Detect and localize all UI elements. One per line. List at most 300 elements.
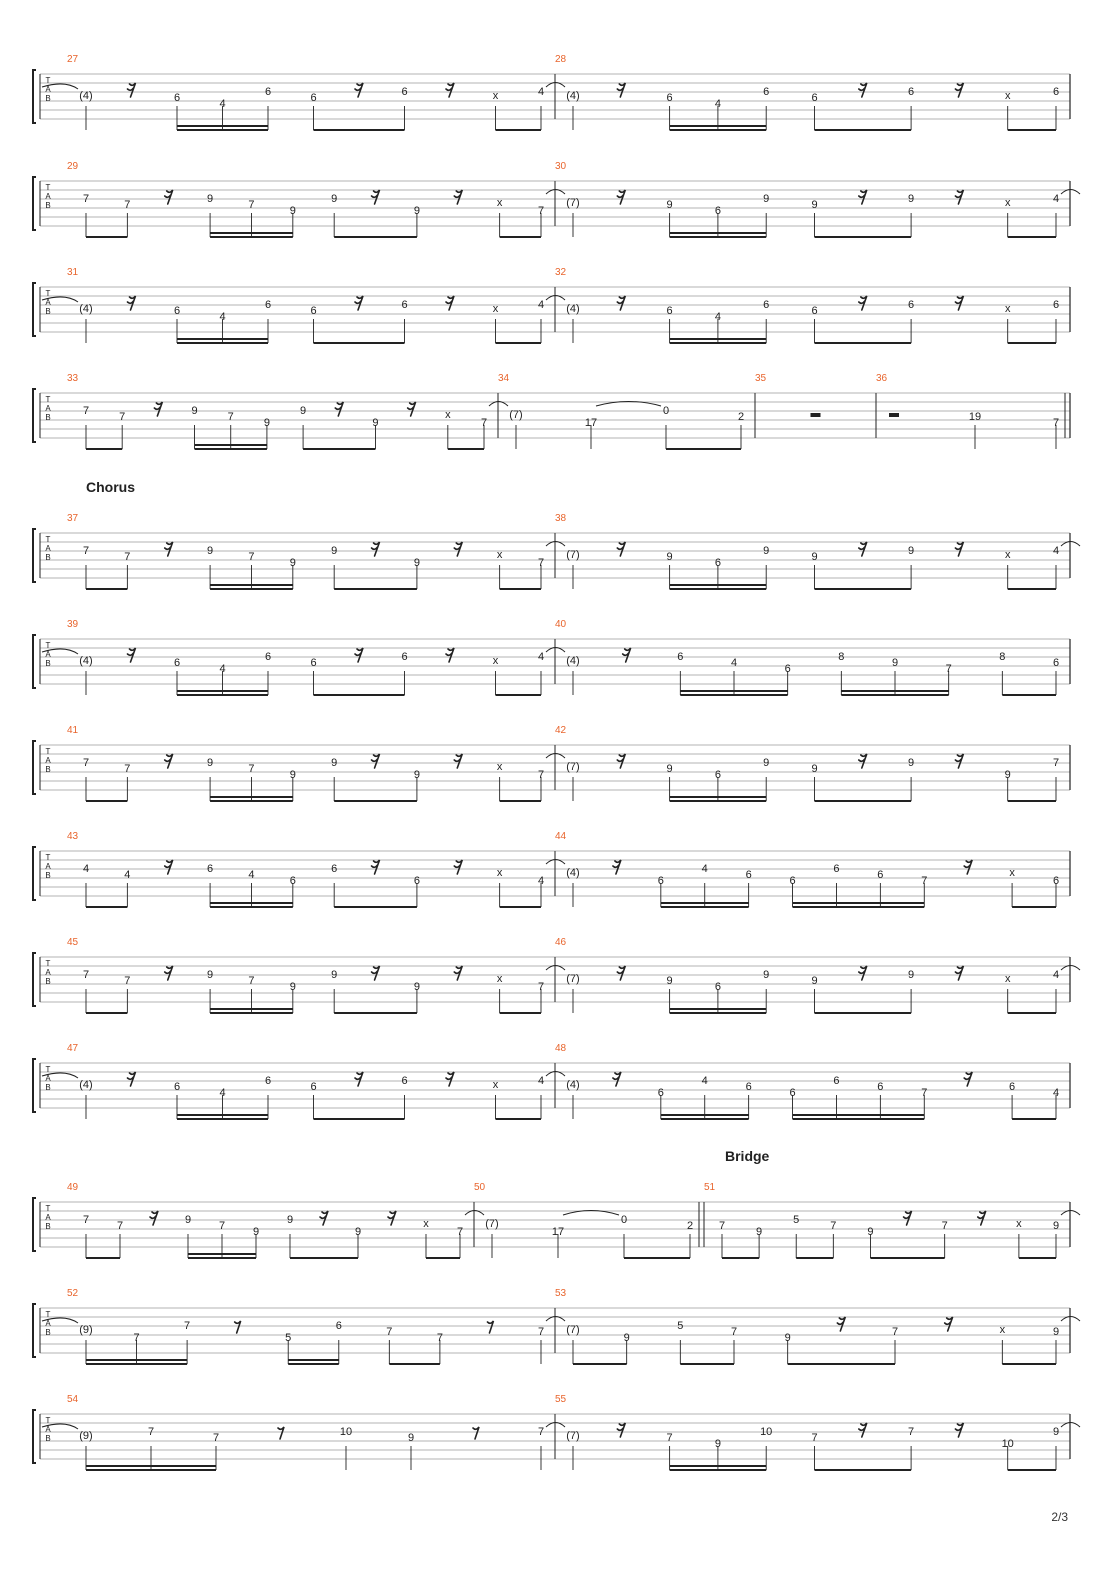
fret-number: 7 [537,769,545,781]
fret-number: 6 [401,651,408,663]
fret-number: 4 [701,863,708,875]
fret-number: 7 [184,1320,191,1332]
fret-number: 9 [207,969,214,981]
tab-clef-letter: A [45,1319,51,1328]
fret-number: 9 [763,545,770,557]
measure-number: 51 [704,1182,716,1193]
measure-number: 27 [67,54,79,65]
tab-clef-letter: T [45,395,51,404]
measure-number: 45 [67,937,79,948]
tab-clef-letter: B [45,307,51,316]
tab-system [33,1394,1080,1470]
fret-number: 5 [285,1332,292,1344]
measure-number: 34 [498,373,510,384]
system-brace [33,635,36,688]
sixteenth-rest [408,402,416,416]
fret-number: 9 [811,763,818,775]
fret-number: 7 [218,1220,226,1232]
fret-number: 4 [537,651,545,663]
tab-system [33,831,1070,907]
fret-number: 7 [386,1326,393,1338]
fret-number: (7) [566,761,580,773]
tab-clef-letter: B [45,765,51,774]
section-label-bridge: Bridge [725,1148,770,1164]
fret-number: 6 [401,86,408,98]
fret-number: (4) [79,655,93,667]
fret-number: 6 [173,305,181,317]
fret-number: 9 [811,199,818,211]
tab-system [33,1288,1080,1364]
fret-number: 7 [82,1214,90,1226]
fret-number: 9 [413,981,420,993]
fret-number: (4) [566,303,580,315]
fret-number: 9 [908,545,915,557]
dead-note: x [1004,197,1011,209]
fret-number: 4 [124,869,131,881]
fret-number: (9) [79,1430,93,1442]
measure-number: 39 [67,619,79,630]
fret-number: 6 [811,305,818,317]
tab-system [33,54,1070,130]
fret-number: 6 [763,86,770,98]
fret-number: 6 [789,875,796,887]
fret-number: 7 [124,763,131,775]
system-brace [33,177,36,230]
tab-clef-letter: T [45,76,51,85]
fret-number: 9 [331,757,338,769]
dead-note: x [492,1079,499,1091]
system-brace [33,847,36,900]
sixteenth-rest [165,190,173,204]
tab-clef-letter: B [45,1434,51,1443]
eighth-rest [473,1427,479,1439]
sixteenth-rest [955,83,963,97]
fret-number: 6 [289,875,296,887]
fret-number: 6 [714,769,721,781]
fret-number: (4) [79,90,93,102]
fret-number: 6 [173,1081,181,1093]
fret-number: 6 [833,863,840,875]
dead-note: x [999,1324,1006,1336]
fret-number: 6 [784,663,791,675]
fret-number: 7 [537,205,545,217]
dead-note: x [496,973,503,985]
measure-number: 33 [67,373,79,384]
sixteenth-rest [446,83,454,97]
tab-clef-letter: B [45,1083,51,1092]
measure [755,373,876,438]
fret-number: 6 [714,205,721,217]
fret-number: 6 [1052,86,1060,98]
fret-number: 9 [714,1438,721,1450]
dead-note: x [492,655,499,667]
measure-number: 36 [876,373,888,384]
fret-number: 7 [436,1332,443,1344]
dead-note: x [1009,867,1015,879]
fret-number: 7 [480,417,488,429]
fret-number: 4 [1052,969,1060,981]
sixteenth-rest [859,966,867,980]
sixteenth-rest [955,754,963,768]
measure-number: 31 [67,267,79,278]
system-brace [33,70,36,123]
system-brace [33,389,36,442]
tab-clef-letter: A [45,862,51,871]
fret-number: (7) [566,1430,580,1442]
fret-number: 9 [867,1226,874,1238]
tab-clef-letter: A [45,968,51,977]
sixteenth-rest [446,1072,454,1086]
sixteenth-rest [372,754,380,768]
fret-number: 4 [537,1075,545,1087]
fret-number: 7 [921,1087,928,1099]
fret-number: 7 [212,1432,220,1444]
system-brace [33,1304,36,1357]
sixteenth-rest [617,83,625,97]
measure-number: 37 [67,513,79,524]
tab-clef-letter: B [45,871,51,880]
fret-number: 7 [941,1220,948,1232]
fret-number: 7 [537,981,545,993]
fret-number: 9 [407,1432,415,1444]
fret-number: 4 [219,663,226,675]
sixteenth-rest [446,296,454,310]
sixteenth-rest [623,648,631,662]
fret-number: 6 [666,92,673,104]
dead-note: x [496,867,503,879]
fret-number: (7) [566,973,580,985]
fret-number: 4 [1052,1087,1060,1099]
fret-number: 9 [207,545,214,557]
sixteenth-rest [955,542,963,556]
fret-number: 9 [908,193,915,205]
tab-clef-letter: A [45,650,51,659]
tab-clef-letter: B [45,659,51,668]
fret-number: (9) [79,1324,93,1336]
fret-number: 6 [908,299,915,311]
fret-number: 6 [264,1075,272,1087]
sixteenth-rest [613,1072,621,1086]
fret-number: (4) [566,867,580,879]
sixteenth-rest [617,296,625,310]
fret-number: 19 [968,411,982,423]
fret-number: 7 [248,199,255,211]
sixteenth-rest [859,83,867,97]
fret-number: 9 [756,1226,763,1238]
sixteenth-rest [320,1211,328,1225]
tab-clef-letter: B [45,413,51,422]
measure-number: 40 [555,619,567,630]
tab-clef-letter: T [45,1416,51,1425]
fret-number: 7 [227,411,234,423]
fret-number: 9 [286,1214,294,1226]
fret-number: 7 [248,975,255,987]
dead-note: x [1004,549,1011,561]
fret-number: 4 [537,299,545,311]
fret-number: 6 [1009,1081,1016,1093]
fret-number: 17 [584,417,598,429]
sixteenth-rest [372,190,380,204]
fret-number: 7 [537,1426,545,1438]
fret-number: (4) [79,303,93,315]
tab-clef-letter: T [45,289,51,298]
sixteenth-rest [372,860,380,874]
fret-number: 9 [300,405,307,417]
fret-number: 4 [714,311,721,323]
sixteenth-rest [859,190,867,204]
fret-number: 2 [686,1220,694,1232]
fret-number: 8 [999,651,1006,663]
system-brace [33,1410,36,1463]
fret-number: 7 [248,763,255,775]
fret-number: 9 [331,969,338,981]
tab-system [33,619,1070,695]
sixteenth-rest [454,190,462,204]
sixteenth-rest [955,296,963,310]
dead-note: x [1004,90,1011,102]
fret-number: 6 [331,863,338,875]
fret-number: (4) [79,1079,93,1091]
system-brace [33,283,36,336]
fret-number: 6 [310,92,317,104]
measure-number: 50 [474,1182,486,1193]
half-rest [811,413,821,417]
measure-number: 53 [555,1288,567,1299]
fret-number: 9 [289,205,296,217]
fret-number: 9 [331,545,338,557]
fret-number: 7 [82,545,90,557]
fret-number: 6 [401,299,408,311]
system-brace [33,741,36,794]
fret-number: 9 [1004,769,1011,781]
dead-note: x [492,303,499,315]
tab-clef-letter: B [45,201,51,210]
tab-clef-letter: A [45,298,51,307]
fret-number: 6 [833,1075,840,1087]
measure-number: 29 [67,161,79,172]
sixteenth-rest [165,966,173,980]
fret-number: 8 [838,651,845,663]
tab-clef-letter: T [45,641,51,650]
fret-number: 10 [339,1426,353,1438]
fret-number: 9 [372,417,379,429]
fret-number: 6 [264,86,272,98]
sixteenth-rest [859,754,867,768]
dead-note: x [1004,303,1011,315]
fret-number: 0 [662,405,670,417]
fret-number: 4 [1052,545,1060,557]
fret-number: 4 [248,869,255,881]
fret-number: 7 [124,975,131,987]
sixteenth-rest [165,860,173,874]
dead-note: x [492,90,499,102]
fret-number: 6 [413,875,420,887]
sixteenth-rest [128,648,136,662]
page-number: 2/3 [1051,1510,1068,1524]
measure-number: 49 [67,1182,79,1193]
tab-system [33,1043,1070,1119]
sixteenth-rest [355,1072,363,1086]
measure-number: 55 [555,1394,567,1405]
fret-number: 9 [413,205,420,217]
fret-number: (4) [566,90,580,102]
tab-clef-letter: T [45,853,51,862]
sixteenth-rest [859,296,867,310]
fret-number: 9 [623,1332,630,1344]
sixteenth-rest [454,860,462,874]
sixteenth-rest [355,83,363,97]
tab-clef-letter: B [45,94,51,103]
fret-number: 7 [248,551,255,563]
fret-number: 5 [793,1214,800,1226]
measure-number: 42 [555,725,567,736]
fret-number: 7 [456,1226,464,1238]
sixteenth-rest [904,1211,912,1225]
fret-number: 10 [760,1426,773,1438]
fret-number: (4) [566,1079,580,1091]
dead-note: x [423,1218,429,1230]
fret-number: 9 [891,657,899,669]
fret-number: 7 [119,411,126,423]
fret-number: 9 [331,193,338,205]
sixteenth-rest [454,966,462,980]
fret-number: 6 [173,92,181,104]
fret-number: 6 [657,875,664,887]
fret-number: 6 [1052,299,1060,311]
sixteenth-rest [613,860,621,874]
fret-number: 7 [921,875,928,887]
fret-number: 6 [310,657,317,669]
measure-number: 47 [67,1043,79,1054]
fret-number: 7 [82,405,90,417]
fret-number: 6 [789,1087,796,1099]
sixteenth-rest [955,190,963,204]
fret-number: 4 [219,311,226,323]
tab-system [33,513,1080,589]
sixteenth-rest [355,648,363,662]
system-brace [33,1059,36,1112]
measure-number: 30 [555,161,567,172]
fret-number: 9 [1052,1220,1060,1232]
measure-number: 43 [67,831,79,842]
fret-number: 9 [354,1226,362,1238]
sixteenth-rest [859,542,867,556]
fret-number: 9 [1052,1326,1060,1338]
sixteenth-rest [388,1211,396,1225]
fret-number: 6 [1052,657,1060,669]
fret-number: 4 [537,875,545,887]
sixteenth-rest [945,1317,953,1331]
fret-number: 6 [310,1081,317,1093]
fret-number: 4 [82,863,90,875]
fret-number: 9 [191,405,198,417]
fret-number: 4 [537,86,545,98]
fret-number: 7 [908,1426,915,1438]
tab-clef-letter: B [45,977,51,986]
fret-number: 6 [745,1081,752,1093]
sixteenth-rest [128,1072,136,1086]
tab-clef-letter: T [45,959,51,968]
tab-system [33,373,1070,449]
fret-number: 7 [666,1432,673,1444]
fret-number: 7 [124,551,131,563]
fret-number: 7 [891,1326,899,1338]
tab-clef-letter: T [45,1310,51,1319]
measure-number: 35 [755,373,767,384]
section-label-chorus: Chorus [86,479,135,495]
fret-number: 9 [811,975,818,987]
sixteenth-rest [859,1423,867,1437]
fret-number: (7) [509,409,523,421]
fret-number: 9 [289,981,296,993]
tab-system [33,725,1070,801]
sixteenth-rest [964,1072,972,1086]
eighth-rest [235,1321,241,1333]
measure-number: 32 [555,267,567,278]
tab-clef-letter: T [45,535,51,544]
eighth-rest [487,1321,493,1333]
fret-number: 7 [1052,757,1060,769]
system-brace [33,1198,36,1251]
dead-note: x [1004,973,1011,985]
sixteenth-rest [617,542,625,556]
fret-number: 7 [1052,417,1060,429]
fret-number: 6 [1052,875,1060,887]
tab-clef-letter: A [45,1425,51,1434]
fret-number: 9 [784,1332,791,1344]
fret-number: 6 [264,299,272,311]
sixteenth-rest [128,296,136,310]
sixteenth-rest [955,966,963,980]
fret-number: 9 [666,551,673,563]
measure-number: 38 [555,513,567,524]
fret-number: 6 [310,305,317,317]
sixteenth-rest [372,542,380,556]
fret-number: 6 [714,557,721,569]
tab-clef-letter: T [45,183,51,192]
dead-note: x [1016,1218,1022,1230]
fret-number: 6 [908,86,915,98]
fret-number: (7) [566,1324,580,1336]
fret-number: 7 [124,199,131,211]
tab-clef-letter: A [45,192,51,201]
fret-number: (7) [566,549,580,561]
fret-number: 6 [677,651,684,663]
fret-number: 9 [207,757,214,769]
fret-number: 2 [737,411,745,423]
fret-number: 17 [551,1226,565,1238]
fret-number: 10 [1001,1438,1014,1450]
fret-number: (4) [566,655,580,667]
fret-number: 9 [763,969,770,981]
fret-number: 6 [877,1081,884,1093]
fret-number: 4 [730,657,738,669]
sixteenth-rest [165,542,173,556]
tab-clef-letter: A [45,544,51,553]
fret-number: (7) [566,197,580,209]
fret-number: 7 [147,1426,155,1438]
tab-clef-letter: A [45,756,51,765]
sixteenth-rest [150,1211,158,1225]
fret-number: 6 [173,657,181,669]
tab-system [33,267,1070,343]
fret-number: 9 [666,763,673,775]
fret-number: 7 [82,757,90,769]
sixteenth-rest [454,542,462,556]
fret-number: 9 [413,769,420,781]
sixteenth-rest [454,754,462,768]
fret-number: 6 [401,1075,408,1087]
